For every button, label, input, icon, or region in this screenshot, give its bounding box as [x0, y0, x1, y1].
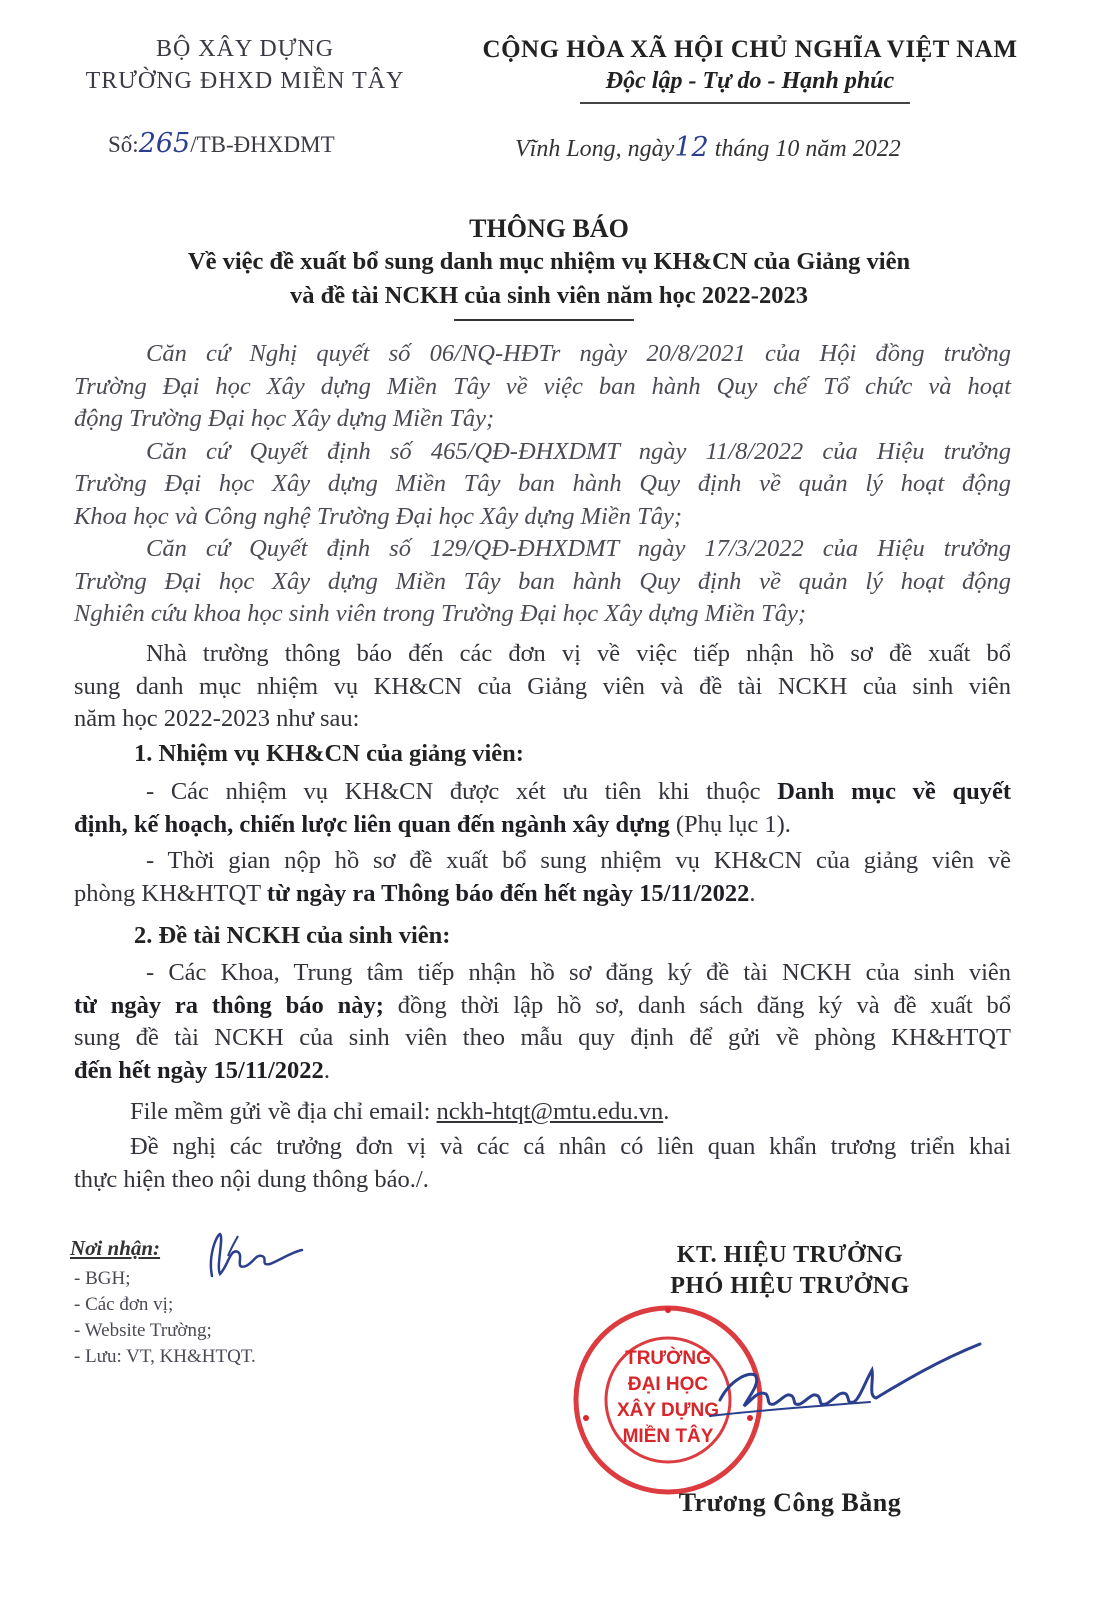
item-a-bold: Danh mục về quyết: [777, 778, 1011, 805]
basis-2-line: Trường Đại học Xây dựng Miền Tây ban hành Quy định về quản lý hoạt động: [74, 470, 1011, 497]
intro-paragraph: [74, 638, 1011, 736]
email-link[interactable]: nckh-htqt@mtu.edu.vn: [436, 1098, 664, 1125]
email-line: [130, 1096, 669, 1129]
recipient-item: - BGH;: [74, 1268, 131, 1289]
date-suffix: tháng 10 năm 2022: [714, 136, 901, 162]
country-name: CỘNG HÒA XÃ HỘI CHỦ NGHĨA VIỆT NAM: [482, 36, 1018, 63]
stamp-line: XÂY DỰNG: [617, 1400, 719, 1421]
closing-line: Đề nghị các trưởng đơn vị và các cá nhân có liên quan khẩn trương triển khai: [130, 1133, 1011, 1160]
section-2-line: [74, 990, 1011, 1023]
basis-2-line: Căn cứ Quyết định số 465/QĐ-ĐHXDMT ngày 11/8/2022 của Hiệu trưởng: [146, 437, 1011, 465]
closing-paragraph: [74, 1131, 1011, 1196]
closing-line: thực hiện theo nội dung thông báo./.: [74, 1165, 429, 1193]
document-subtitle-1: Về việc đề xuất bổ sung danh mục nhiệm vụ KH&CN của Giảng viên: [187, 248, 911, 275]
number-suffix: /TB-ĐHXDMT: [190, 132, 335, 157]
intro-line: Nhà trường thông báo đến các đơn vị về việc tiếp nhận hồ sơ đề xuất bổ: [146, 640, 1011, 667]
section-2-bold: từ ngày ra thông báo này;: [74, 991, 384, 1019]
date-prefix: Vĩnh Long, ngày: [515, 136, 675, 162]
date-day-handwritten: 12: [674, 132, 709, 163]
section-2-deadline: đến hết ngày 15/11/2022: [74, 1056, 324, 1084]
section-1-body: [74, 776, 1011, 910]
recipient-item: - Website Trường;: [74, 1320, 212, 1341]
title-rule: [454, 319, 634, 321]
section-2-line: - Các Khoa, Trung tâm tiếp nhận hồ sơ đăng ký đề tài NCKH của sinh viên: [146, 959, 1011, 986]
initials-signature: [198, 1226, 308, 1286]
document-subtitle-2: và đề tài NCKH của sinh viên năm học 2022-2023: [290, 282, 808, 309]
item-b-deadline: từ ngày ra Thông báo đến hết ngày 15/11/2022: [266, 879, 750, 907]
signature-title-1: KT. HIỆU TRƯỞNG: [676, 1242, 904, 1268]
basis-3-line: Trường Đại học Xây dựng Miền Tây ban hành Quy định về quản lý hoạt động: [74, 567, 1011, 595]
motto-underline: [580, 102, 910, 104]
basis-3-line: Căn cứ Quyết định số 129/QĐ-ĐHXDMT ngày 17/3/2022 của Hiệu trưởng: [146, 535, 1011, 562]
recipient-item: - Các đơn vị;: [74, 1294, 174, 1315]
number-label: Số:: [108, 132, 139, 157]
section-2-end: .: [323, 1056, 330, 1084]
recipient-item: - Lưu: VT, KH&HTQT.: [74, 1346, 256, 1367]
number-handwritten: 265: [138, 128, 191, 159]
item-a-text: - Các nhiệm vụ KH&CN được xét ưu tiên khi thuộc: [146, 778, 778, 805]
handwritten-signature: [700, 1340, 990, 1450]
section-2-heading: 2. Đề tài NCKH của sinh viên:: [134, 922, 451, 949]
item-a-appendix: (Phụ lục 1).: [669, 810, 791, 838]
section-1-item-a-cont: [74, 809, 1011, 842]
intro-line: năm học 2022-2023 như sau:: [74, 705, 360, 732]
section-1-heading: 1. Nhiệm vụ KH&CN của giảng viên:: [134, 740, 524, 767]
motto: Độc lập - Tự do - Hạnh phúc: [605, 68, 895, 94]
ministry-name: BỘ XÂY DỰNG: [155, 36, 335, 62]
section-1-item-b-cont: [74, 878, 1011, 911]
stamp-line: MIỀN TÂY: [622, 1426, 714, 1447]
intro-line: sung danh mục nhiệm vụ KH&CN của Giảng viên và đề tài NCKH của sinh viên: [74, 672, 1011, 700]
section-2-body: [74, 957, 1011, 1087]
item-b-end: .: [749, 879, 756, 907]
recipients-label: [70, 1236, 160, 1261]
section-1-item-a: [74, 776, 1011, 809]
item-b-text: phòng KH&HTQT: [74, 879, 267, 907]
section-2-line: [74, 1055, 1011, 1088]
basis-1-line: Căn cứ Nghị quyết số 06/NQ-HĐTr ngày 20/8/2021 của Hội đồng trường: [146, 340, 1011, 367]
school-name: TRƯỜNG ĐHXD MIỀN TÂY: [85, 68, 405, 94]
document-number: [108, 128, 335, 159]
section-2-text: đồng thời lập hồ sơ, danh sách đăng ký và đề xuất bổ: [383, 991, 1012, 1019]
basis-2-line: Khoa học và Công nghệ Trường Đại học Xây dựng Miền Tây;: [74, 502, 683, 530]
basis-1-line: Trường Đại học Xây dựng Miền Tây về việc ban hành Quy chế Tổ chức và hoạt: [74, 372, 1011, 400]
signature-title-2: PHÓ HIỆU TRƯỞNG: [670, 1273, 910, 1299]
basis-3-line: Nghiên cứu khoa học sinh viên trong Trường Đại học Xây dựng Miền Tây;: [74, 600, 807, 627]
basis-1-line: động Trường Đại học Xây dựng Miền Tây;: [74, 405, 495, 432]
issue-date: [515, 132, 901, 163]
basis-block: [74, 338, 1011, 631]
email-label: File mềm gửi về địa chỉ email:: [130, 1098, 437, 1125]
email-end: .: [663, 1098, 670, 1125]
recipients-label-text: Nơi nhận:: [70, 1236, 161, 1260]
document-title: THÔNG BÁO: [469, 214, 629, 243]
item-a-bold-cont: định, kế hoạch, chiến lược liên quan đến ngành xây dựng: [74, 810, 670, 838]
section-2-line: sung đề tài NCKH của sinh viên theo mẫu quy định để gửi về phòng KH&HTQT: [74, 1024, 1011, 1051]
stamp-line: TRƯỜNG: [625, 1348, 711, 1369]
stamp-line: ĐẠI HỌC: [627, 1374, 709, 1395]
section-1-item-b: - Thời gian nộp hồ sơ đề xuất bổ sung nhiệm vụ KH&CN của giảng viên về: [146, 847, 1011, 874]
signer-name: Trương Công Bằng: [678, 1488, 902, 1517]
